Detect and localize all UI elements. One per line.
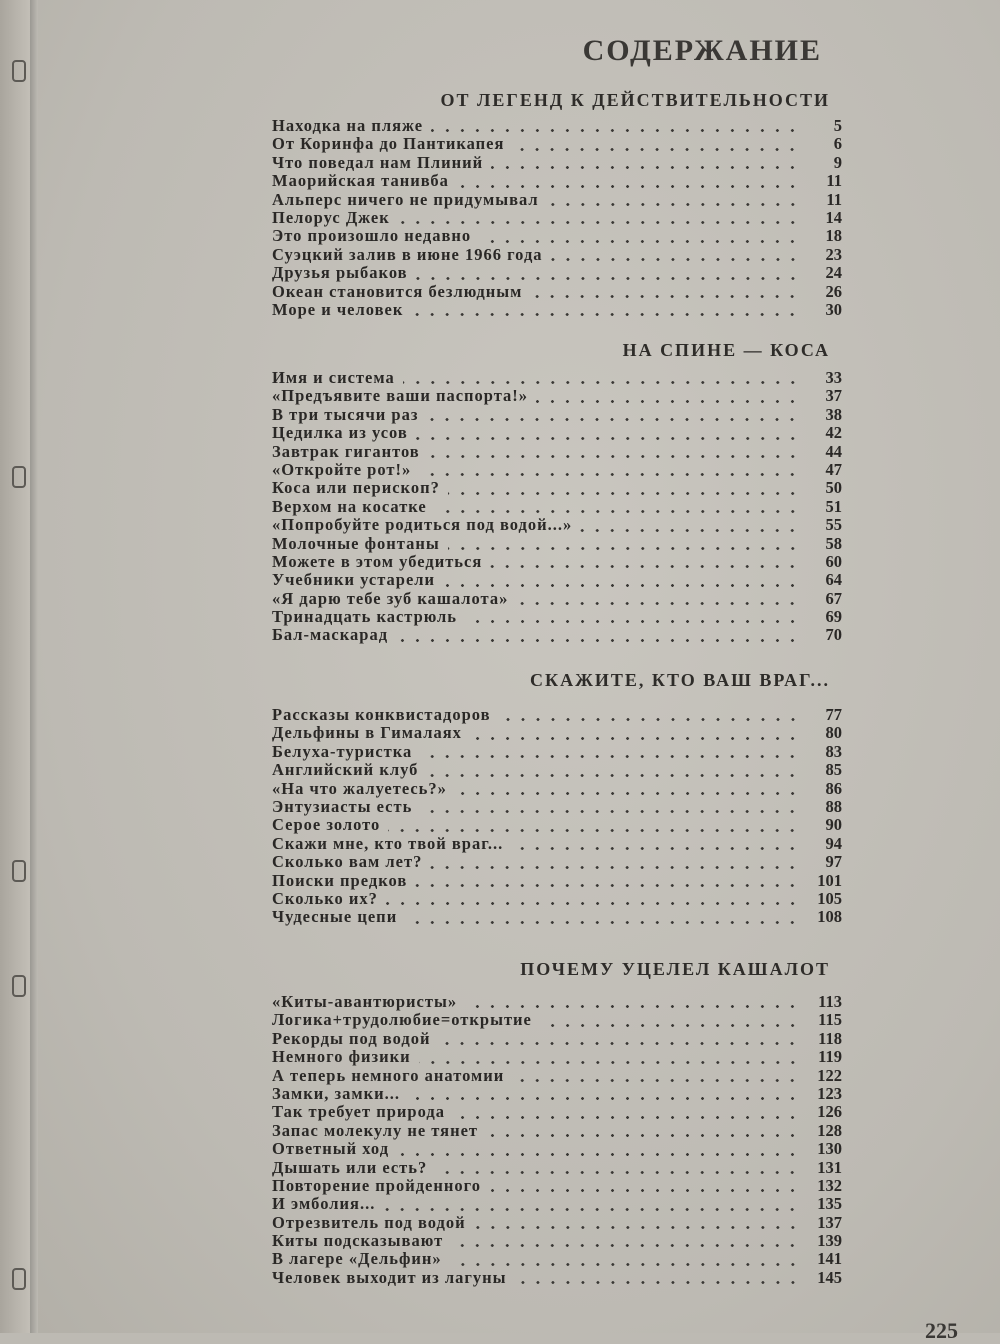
toc-entry-page: 44 [825, 442, 842, 461]
dot-leader [398, 221, 800, 224]
toc-entry-page: 24 [825, 264, 842, 283]
toc-entry-title: Можете в этом убедиться [272, 552, 483, 571]
toc-entry-page: 5 [833, 117, 842, 135]
toc-entry [272, 191, 842, 209]
toc-entry-page: 55 [825, 516, 842, 535]
toc-entry [272, 283, 842, 301]
dot-leader [474, 1226, 800, 1229]
toc-entry [272, 443, 842, 461]
toc-entry [272, 872, 842, 890]
spine-shadow [30, 0, 38, 1333]
toc-entry [272, 590, 842, 608]
toc-entry-page: 130 [817, 1140, 842, 1159]
toc-entry-title: «Я дарю тебе зуб кашалота» [272, 589, 509, 608]
toc-entry-page: 115 [818, 1011, 842, 1030]
toc-entry [272, 264, 842, 282]
toc-entry-page: 101 [817, 871, 842, 890]
toc-entry [272, 535, 842, 553]
toc-entry-page: 37 [825, 387, 842, 406]
page-number: 225 [925, 1318, 958, 1343]
toc-entry-title: Ответный ход [272, 1140, 390, 1159]
toc-entry-page: 128 [817, 1121, 842, 1140]
toc-entry-title: «Киты-авантюристы» [272, 993, 458, 1011]
dot-leader [450, 1263, 800, 1266]
dot-leader [435, 510, 800, 513]
toc-entry-title: Скажи мне, кто твой враг... [272, 834, 504, 853]
toc-entry-page: 60 [825, 552, 842, 571]
toc-entry [272, 498, 842, 516]
toc-entry [272, 853, 842, 871]
toc-entry [272, 798, 842, 816]
toc-entry [272, 706, 842, 724]
toc-entry [272, 369, 842, 387]
toc-entry-page: 42 [825, 424, 842, 443]
toc-entry-title: Сколько их? [272, 889, 378, 908]
section-list [272, 993, 842, 1287]
dot-leader [438, 1042, 800, 1045]
toc-entry-title: Сколько вам лет? [272, 853, 423, 872]
toc-entry-title: Дельфины в Гималаях [272, 724, 462, 743]
dot-leader [426, 774, 800, 777]
toc-entry [272, 608, 842, 626]
toc-entry [272, 1030, 842, 1048]
dot-leader [536, 400, 800, 403]
toc-entry-title: Белуха-туристка [272, 742, 413, 761]
toc-entry-page: 58 [825, 534, 842, 553]
toc-entry [272, 780, 842, 798]
toc-entry [272, 1250, 842, 1268]
toc-entry-page: 47 [825, 460, 842, 479]
dot-leader [511, 847, 800, 850]
dot-leader [405, 921, 800, 924]
toc-entry-title: Маорийская танивба [272, 172, 449, 191]
toc-entry-title: «Попробуйте родиться под водой...» [272, 516, 573, 535]
toc-entry-title: А теперь немного анатомии [272, 1066, 505, 1085]
toc-entry-title: Английский клуб [272, 761, 419, 780]
toc-entry [272, 1214, 842, 1232]
toc-entry [272, 406, 842, 424]
dot-leader [540, 1024, 800, 1027]
section-list [272, 369, 842, 645]
dot-leader [403, 381, 800, 384]
section-list [272, 117, 842, 319]
toc-entry-page: 11 [826, 190, 842, 209]
toc-entry-title: Это произошло недавно [272, 227, 472, 246]
dot-leader [491, 166, 800, 169]
toc-entry [272, 227, 842, 245]
toc-entry-title: Завтрак гигантов [272, 442, 420, 461]
toc-entry-title: Тринадцать кастрюль [272, 608, 457, 627]
toc-entry [272, 890, 842, 908]
toc-entry [272, 993, 842, 1011]
toc-entry-title: Учебники устарели [272, 571, 436, 590]
toc-entry [272, 626, 842, 644]
dot-leader [580, 529, 800, 532]
toc-entry [272, 135, 842, 153]
toc-entry [272, 117, 842, 135]
dot-leader [431, 129, 800, 132]
toc-entry-title: Повторение пройденного [272, 1176, 481, 1195]
toc-entry [272, 1195, 842, 1213]
toc-entry-page: 90 [825, 816, 842, 835]
toc-entry-title: «На что жалуетесь?» [272, 779, 447, 798]
toc-entry [272, 553, 842, 571]
toc-entry [272, 1269, 842, 1287]
toc-entry-title: Суэцкий залив в июне 1966 года [272, 245, 543, 264]
dot-leader [383, 1208, 800, 1211]
toc-entry [272, 479, 842, 497]
dot-leader [515, 1281, 800, 1284]
toc-entry [272, 835, 842, 853]
toc-entry-page: 118 [818, 1029, 842, 1048]
toc-entry-page: 88 [825, 797, 842, 816]
dot-leader [416, 277, 800, 280]
toc-entry [272, 209, 842, 227]
toc-entry-title: Находка на пляже [272, 117, 424, 135]
toc-entry-title: Пелорус Джек [272, 208, 390, 227]
section-list [272, 706, 842, 927]
toc-entry-page: 64 [825, 571, 842, 590]
section-heading: ОТ ЛЕГЕНД К ДЕЙСТВИТЕЛЬНОСТИ [440, 90, 830, 110]
toc-entry-page: 119 [818, 1048, 842, 1067]
toc-entry-title: Океан становится безлюдным [272, 282, 523, 301]
toc-entry-page: 26 [825, 282, 842, 301]
toc-entry [272, 301, 842, 319]
toc-entry-title: Друзья рыбаков [272, 264, 408, 283]
dot-leader [448, 547, 800, 550]
toc-entry [272, 387, 842, 405]
toc-entry-title: Энтузиасты есть [272, 797, 413, 816]
dot-leader [435, 1171, 800, 1174]
toc-entry-page: 126 [817, 1103, 842, 1122]
toc-entry-page: 94 [825, 834, 842, 853]
toc-entry-title: Запас молекулу не тянет [272, 1121, 479, 1140]
toc-entry-page: 131 [817, 1158, 842, 1177]
toc-entry-page: 11 [826, 172, 842, 191]
toc-entry-page: 139 [817, 1232, 842, 1251]
toc-entry-title: Что поведал нам Плиний [272, 153, 484, 172]
toc-entry-title: Замки, замки... [272, 1084, 400, 1103]
dot-leader [396, 639, 800, 642]
toc-entry-title: Цедилка из усов [272, 424, 408, 443]
toc-entry-page: 33 [825, 369, 842, 387]
toc-entry-title: Имя и система [272, 369, 395, 387]
dot-leader [420, 810, 800, 813]
dot-leader [419, 1061, 800, 1064]
toc-entry [272, 516, 842, 534]
toc-entry [272, 908, 842, 926]
toc-entry [272, 1177, 842, 1195]
toc-entry-page: 38 [825, 405, 842, 424]
toc-entry-page: 113 [818, 993, 842, 1011]
toc-entry [272, 1067, 842, 1085]
toc-entry-title: Дышать или есть? [272, 1158, 428, 1177]
dot-leader [451, 1244, 800, 1247]
toc-entry-page: 83 [825, 742, 842, 761]
dot-leader [455, 792, 800, 795]
dot-leader [512, 148, 800, 151]
dot-leader [465, 620, 800, 623]
toc-entry-page: 77 [825, 706, 842, 724]
toc-entry-title: Бал-маскарад [272, 626, 389, 645]
toc-entry [272, 1048, 842, 1066]
toc-entry-page: 85 [825, 761, 842, 780]
toc-entry-page: 23 [825, 245, 842, 264]
toc-entry-title: Поиски предков [272, 871, 408, 890]
toc-entry [272, 1232, 842, 1250]
toc-entry-page: 70 [825, 626, 842, 645]
toc-entry [272, 1159, 842, 1177]
dot-leader [430, 866, 800, 869]
binding-stitch [12, 466, 26, 488]
toc-entry [272, 172, 842, 190]
toc-entry-title: В три тысячи раз [272, 405, 419, 424]
dot-leader [512, 1079, 800, 1082]
toc-entry-title: В лагере «Дельфин» [272, 1250, 442, 1269]
section-heading: НА СПИНЕ — КОСА [622, 340, 830, 360]
section-heading: СКАЖИТЕ, КТО ВАШ ВРАГ... [530, 670, 830, 690]
toc-entry [272, 424, 842, 442]
toc-entry-page: 135 [817, 1195, 842, 1214]
toc-entry [272, 461, 842, 479]
toc-entry-title: Киты подсказывают [272, 1232, 444, 1251]
toc-entry-title: И эмболия... [272, 1195, 376, 1214]
toc-entry [272, 1122, 842, 1140]
dot-leader [397, 1153, 800, 1156]
toc-entry [272, 154, 842, 172]
binding-stitch [12, 860, 26, 882]
toc-entry-page: 145 [817, 1268, 842, 1287]
toc-entry [272, 246, 842, 264]
book-spine [0, 0, 30, 1333]
toc-entry-page: 80 [825, 724, 842, 743]
dot-leader [416, 437, 800, 440]
toc-entry-title: Море и человек [272, 300, 404, 319]
dot-leader [419, 473, 800, 476]
page-title: СОДЕРЖАНИЕ [582, 34, 822, 67]
toc-entry-page: 51 [825, 497, 842, 516]
toc-entry-page: 105 [817, 889, 842, 908]
dot-leader [516, 602, 800, 605]
toc-entry [272, 1140, 842, 1158]
dot-leader [465, 1005, 800, 1008]
binding-stitch [12, 975, 26, 997]
dot-leader [386, 902, 800, 905]
dot-leader [420, 755, 800, 758]
toc-entry-page: 86 [825, 779, 842, 798]
toc-entry-title: От Коринфа до Пантикапея [272, 135, 505, 154]
dot-leader [547, 203, 800, 206]
toc-entry-title: Так требует природа [272, 1103, 445, 1122]
toc-entry-page: 141 [817, 1250, 842, 1269]
toc-entry-page: 14 [825, 208, 842, 227]
toc-entry-page: 30 [825, 300, 842, 319]
dot-leader [448, 492, 800, 495]
dot-leader [457, 185, 800, 188]
dot-leader [428, 455, 800, 458]
toc-entry-page: 50 [825, 479, 842, 498]
dot-leader [411, 313, 800, 316]
dot-leader [443, 584, 800, 587]
toc-entry [272, 816, 842, 834]
section-heading: ПОЧЕМУ УЦЕЛЕЛ КАШАЛОТ [520, 959, 830, 979]
dot-leader [415, 884, 800, 887]
dot-leader [426, 418, 800, 421]
toc-entry [272, 724, 842, 742]
toc-entry-page: 9 [833, 153, 842, 172]
dot-leader [453, 1116, 800, 1119]
toc-entry-title: Отрезвитель под водой [272, 1213, 466, 1232]
dot-leader [470, 737, 800, 740]
binding-stitch [12, 60, 26, 82]
toc-entry-page: 69 [825, 608, 842, 627]
toc-entry-title: Чудесные цепи [272, 908, 398, 927]
toc-entry-page: 67 [825, 589, 842, 608]
toc-entry [272, 571, 842, 589]
dot-leader [408, 1097, 800, 1100]
dot-leader [479, 240, 800, 243]
dot-leader [490, 565, 800, 568]
toc-entry-page: 123 [817, 1084, 842, 1103]
toc-entry-title: Серое золото [272, 816, 381, 835]
toc-entry-title: Молочные фонтаны [272, 534, 440, 553]
binding-stitch [12, 1268, 26, 1290]
toc-entry [272, 1085, 842, 1103]
toc-entry [272, 743, 842, 761]
toc-entry-title: Человек выходит из лагуны [272, 1268, 507, 1287]
dot-leader [499, 718, 801, 721]
toc-entry [272, 761, 842, 779]
toc-entry-page: 97 [825, 853, 842, 872]
toc-entry [272, 1011, 842, 1029]
toc-entry-title: Рекорды под водой [272, 1029, 431, 1048]
dot-leader [489, 1189, 800, 1192]
toc-entry-page: 108 [817, 908, 842, 927]
toc-entry-title: Немного физики [272, 1048, 411, 1067]
toc-entry-title: Верхом на косатке [272, 497, 427, 516]
toc-entry-title: Коса или перископ? [272, 479, 440, 498]
toc-entry-title: Логика+трудолюбие=открытие [272, 1011, 532, 1030]
toc-entry-page: 122 [817, 1066, 842, 1085]
toc-entry-page: 132 [817, 1176, 842, 1195]
toc-entry [272, 1103, 842, 1121]
toc-entry-page: 18 [825, 227, 842, 246]
toc-entry-page: 6 [833, 135, 842, 154]
toc-entry-title: Альперс ничего не придумывал [272, 190, 539, 209]
toc-entry-title: Рассказы конквистадоров [272, 706, 491, 724]
dot-leader [486, 1134, 800, 1137]
dot-leader [551, 258, 800, 261]
toc-entry-title: «Предъявите ваши паспорта!» [272, 387, 529, 406]
dot-leader [530, 295, 800, 298]
toc-entry-title: «Откройте рот!» [272, 460, 412, 479]
dot-leader [388, 829, 800, 832]
toc-entry-page: 137 [817, 1213, 842, 1232]
